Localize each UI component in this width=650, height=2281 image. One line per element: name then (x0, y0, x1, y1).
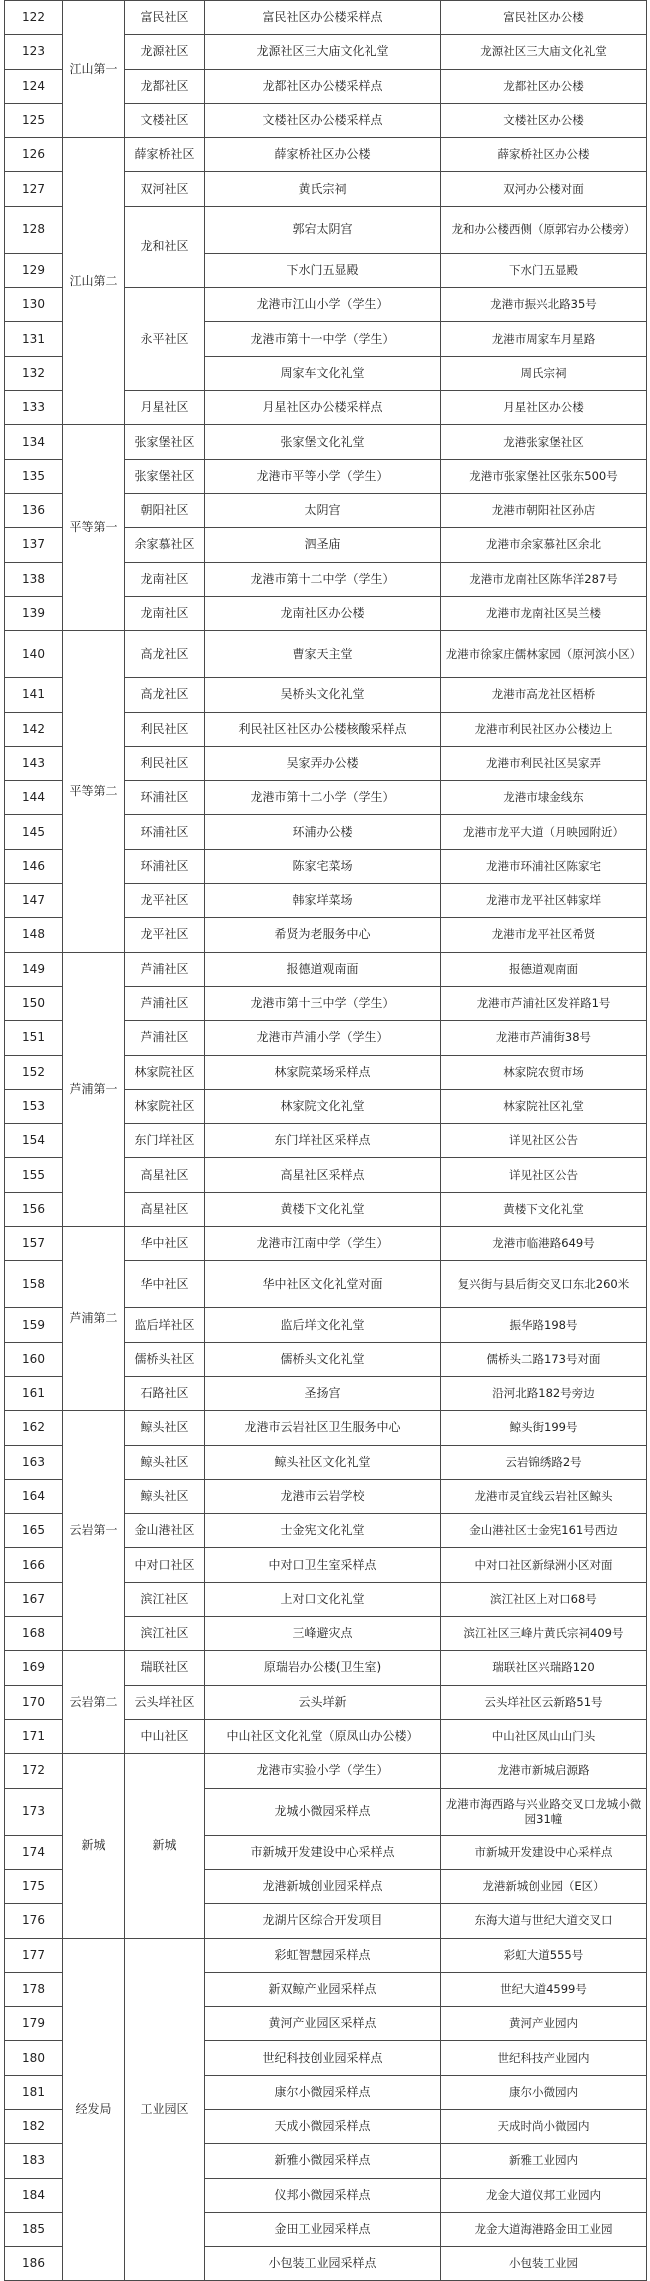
site-address: 详见社区公告 (441, 1124, 647, 1158)
community-name: 环浦社区 (125, 781, 205, 815)
row-number: 123 (5, 35, 63, 69)
community-name: 龙源社区 (125, 35, 205, 69)
community-name: 张家堡社区 (125, 425, 205, 459)
row-number: 178 (5, 1972, 63, 2006)
sampling-site: 林家院菜场采样点 (205, 1055, 441, 1089)
sampling-site: 东门垟社区采样点 (205, 1124, 441, 1158)
sampling-site: 泗圣庙 (205, 528, 441, 562)
row-number: 186 (5, 2247, 63, 2281)
row-number: 165 (5, 1514, 63, 1548)
community-name: 华中社区 (125, 1226, 205, 1260)
row-number: 158 (5, 1261, 63, 1308)
community-name: 双河社区 (125, 172, 205, 206)
sampling-site: 市新城开发建设中心采样点 (205, 1835, 441, 1869)
site-address: 龙港市龙平大道（月映园附近） (441, 815, 647, 849)
site-address: 复兴街与县后街交叉口东北260米 (441, 1261, 647, 1308)
site-address: 龙港新城创业园（E区） (441, 1869, 647, 1903)
community-name: 龙和社区 (125, 206, 205, 287)
community-name: 滨江社区 (125, 1617, 205, 1651)
community-name: 高星社区 (125, 1192, 205, 1226)
site-address: 天成时尚小微园内 (441, 2110, 647, 2144)
site-address: 世纪大道4599号 (441, 1972, 647, 2006)
community-name: 芦浦社区 (125, 952, 205, 986)
community-name: 高星社区 (125, 1158, 205, 1192)
site-address: 小包装工业园 (441, 2247, 647, 2281)
area-name: 经发局 (63, 1938, 125, 2281)
row-number: 135 (5, 459, 63, 493)
site-address: 龙金大道海港路金田工业园 (441, 2212, 647, 2246)
sampling-site: 圣扬宫 (205, 1376, 441, 1410)
community-name: 鲸头社区 (125, 1411, 205, 1445)
site-address: 龙港市龙平社区希贤 (441, 918, 647, 952)
site-address: 中对口社区新绿洲小区对面 (441, 1548, 647, 1582)
site-address: 龙港市余家慕社区余北 (441, 528, 647, 562)
site-address: 沿河北路182号旁边 (441, 1376, 647, 1410)
site-address: 林家院社区礼堂 (441, 1089, 647, 1123)
area-name: 平等第二 (63, 631, 125, 952)
row-number: 173 (5, 1788, 63, 1835)
community-name: 永平社区 (125, 288, 205, 391)
sampling-site: 仪邦小微园采样点 (205, 2178, 441, 2212)
community-name: 中山社区 (125, 1719, 205, 1753)
community-name: 芦浦社区 (125, 986, 205, 1020)
sampling-site: 报德道观南面 (205, 952, 441, 986)
row-number: 175 (5, 1869, 63, 1903)
site-address: 薛家桥社区办公楼 (441, 138, 647, 172)
site-address: 金山港社区士金宪161号西边 (441, 1514, 647, 1548)
sampling-site: 中山社区文化礼堂（原凤山办公楼） (205, 1719, 441, 1753)
row-number: 169 (5, 1651, 63, 1685)
row-number: 159 (5, 1308, 63, 1342)
row-number: 141 (5, 678, 63, 712)
sampling-site: 鲸头社区文化礼堂 (205, 1445, 441, 1479)
row-number: 122 (5, 1, 63, 35)
community-name: 利民社区 (125, 712, 205, 746)
row-number: 147 (5, 884, 63, 918)
table-row (5, 952, 647, 986)
site-address: 龙港市龙南社区吴兰楼 (441, 596, 647, 630)
sampling-site: 希贤为老服务中心 (205, 918, 441, 952)
sampling-site: 龙港市江南中学（学生） (205, 1226, 441, 1260)
sampling-site: 龙南社区办公楼 (205, 596, 441, 630)
site-address: 儒桥头二路173号对面 (441, 1342, 647, 1376)
sampling-site: 周家车文化礼堂 (205, 356, 441, 390)
sampling-site: 世纪科技创业园采样点 (205, 2041, 441, 2075)
row-number: 127 (5, 172, 63, 206)
sampling-site: 曹家天主堂 (205, 631, 441, 678)
row-number: 144 (5, 781, 63, 815)
table-body (5, 1, 647, 2281)
community-name: 工业园区 (125, 1938, 205, 2281)
community-name: 龙南社区 (125, 562, 205, 596)
sampling-site: 原瑞岩办公楼(卫生室) (205, 1651, 441, 1685)
community-name: 石路社区 (125, 1376, 205, 1410)
row-number: 176 (5, 1904, 63, 1938)
row-number: 124 (5, 69, 63, 103)
row-number: 142 (5, 712, 63, 746)
community-name: 华中社区 (125, 1261, 205, 1308)
site-address: 龙港市朝阳社区孙店 (441, 493, 647, 527)
row-number: 137 (5, 528, 63, 562)
row-number: 172 (5, 1754, 63, 1788)
area-name: 江山第二 (63, 138, 125, 425)
area-name: 新城 (63, 1754, 125, 1938)
sampling-site: 云头垟新 (205, 1685, 441, 1719)
community-name: 龙平社区 (125, 884, 205, 918)
sampling-site: 士金宪文化礼堂 (205, 1514, 441, 1548)
row-number: 170 (5, 1685, 63, 1719)
community-name: 新城 (125, 1754, 205, 1938)
row-number: 145 (5, 815, 63, 849)
site-address: 龙港张家堡社区 (441, 425, 647, 459)
sampling-site: 吴桥头文化礼堂 (205, 678, 441, 712)
sampling-site: 太阴宫 (205, 493, 441, 527)
site-address: 双河办公楼对面 (441, 172, 647, 206)
sampling-site: 黄楼下文化礼堂 (205, 1192, 441, 1226)
sampling-site: 张家堡文化礼堂 (205, 425, 441, 459)
community-name: 鲸头社区 (125, 1445, 205, 1479)
site-address: 龙港市海西路与兴业路交叉口龙城小微园31幢 (441, 1788, 647, 1835)
sampling-site: 薛家桥社区办公楼 (205, 138, 441, 172)
row-number: 163 (5, 1445, 63, 1479)
sampling-site: 监后垟文化礼堂 (205, 1308, 441, 1342)
sampling-site: 吴家弄办公楼 (205, 746, 441, 780)
sampling-site: 龙港市第十一中学（学生） (205, 322, 441, 356)
row-number: 157 (5, 1226, 63, 1260)
sampling-site: 天成小微园采样点 (205, 2110, 441, 2144)
row-number: 184 (5, 2178, 63, 2212)
row-number: 177 (5, 1938, 63, 1972)
sampling-site: 龙港市第十二中学（学生） (205, 562, 441, 596)
community-name: 龙南社区 (125, 596, 205, 630)
area-name: 芦浦第二 (63, 1226, 125, 1410)
community-name: 云头垟社区 (125, 1685, 205, 1719)
sampling-site: 龙都社区办公楼采样点 (205, 69, 441, 103)
site-address: 龙港市周家车月星路 (441, 322, 647, 356)
row-number: 164 (5, 1479, 63, 1513)
community-name: 余家慕社区 (125, 528, 205, 562)
sampling-site: 龙城小微园采样点 (205, 1788, 441, 1835)
row-number: 131 (5, 322, 63, 356)
row-number: 156 (5, 1192, 63, 1226)
community-name: 鲸头社区 (125, 1479, 205, 1513)
sampling-site: 儒桥头文化礼堂 (205, 1342, 441, 1376)
community-name: 瑞联社区 (125, 1651, 205, 1685)
site-address: 龙港市徐家庄儒林家园（原河滨小区） (441, 631, 647, 678)
area-name: 芦浦第一 (63, 952, 125, 1226)
row-number: 166 (5, 1548, 63, 1582)
sampling-site: 龙港市云岩社区卫生服务中心 (205, 1411, 441, 1445)
table-row (5, 1411, 647, 1445)
sampling-site: 龙港市第十二小学（学生） (205, 781, 441, 815)
sampling-site: 康尔小微园采样点 (205, 2075, 441, 2109)
site-address: 龙港市埭金线东 (441, 781, 647, 815)
community-name: 利民社区 (125, 746, 205, 780)
sampling-site: 利民社区社区办公楼核酸采样点 (205, 712, 441, 746)
row-number: 128 (5, 206, 63, 253)
site-address: 龙港市新城启源路 (441, 1754, 647, 1788)
site-address: 鲸头街199号 (441, 1411, 647, 1445)
row-number: 150 (5, 986, 63, 1020)
sampling-site: 龙港市江山小学（学生） (205, 288, 441, 322)
site-address: 龙港市环浦社区陈家宅 (441, 849, 647, 883)
community-name: 滨江社区 (125, 1582, 205, 1616)
row-number: 168 (5, 1617, 63, 1651)
sampling-site: 下水门五显殿 (205, 253, 441, 287)
sampling-site: 华中社区文化礼堂对面 (205, 1261, 441, 1308)
row-number: 167 (5, 1582, 63, 1616)
row-number: 183 (5, 2144, 63, 2178)
row-number: 174 (5, 1835, 63, 1869)
row-number: 154 (5, 1124, 63, 1158)
table-row (5, 1938, 647, 1972)
row-number: 129 (5, 253, 63, 287)
site-address: 文楼社区办公楼 (441, 103, 647, 137)
site-address: 黄河产业园内 (441, 2007, 647, 2041)
table-row (5, 1754, 647, 1788)
site-address: 详见社区公告 (441, 1158, 647, 1192)
site-address: 月星社区办公楼 (441, 391, 647, 425)
row-number: 125 (5, 103, 63, 137)
site-address: 龙港市龙南社区陈华洋287号 (441, 562, 647, 596)
row-number: 153 (5, 1089, 63, 1123)
site-address: 龙港市灵宜线云岩社区鲸头 (441, 1479, 647, 1513)
site-address: 云头垟社区云新路51号 (441, 1685, 647, 1719)
community-name: 中对口社区 (125, 1548, 205, 1582)
row-number: 139 (5, 596, 63, 630)
community-name: 芦浦社区 (125, 1021, 205, 1055)
sampling-site: 龙港市平等小学（学生） (205, 459, 441, 493)
table-row (5, 1651, 647, 1685)
community-name: 监后垟社区 (125, 1308, 205, 1342)
table-row (5, 1, 647, 35)
row-number: 130 (5, 288, 63, 322)
row-number: 133 (5, 391, 63, 425)
sampling-site-table (4, 0, 646, 2280)
row-number: 140 (5, 631, 63, 678)
site-address: 龙源社区三大庙文化礼堂 (441, 35, 647, 69)
row-number: 179 (5, 2007, 63, 2041)
community-name: 环浦社区 (125, 849, 205, 883)
sampling-site: 富民社区办公楼采样点 (205, 1, 441, 35)
sampling-site: 龙港新城创业园采样点 (205, 1869, 441, 1903)
row-number: 181 (5, 2075, 63, 2109)
row-number: 162 (5, 1411, 63, 1445)
sampling-site: 陈家宅菜场 (205, 849, 441, 883)
site-address: 龙港市芦浦社区发祥路1号 (441, 986, 647, 1020)
row-number: 149 (5, 952, 63, 986)
row-number: 152 (5, 1055, 63, 1089)
sampling-site: 中对口卫生室采样点 (205, 1548, 441, 1582)
sampling-site: 黄河产业园区采样点 (205, 2007, 441, 2041)
site-address: 龙都社区办公楼 (441, 69, 647, 103)
site-address: 龙港市龙平社区韩家垟 (441, 884, 647, 918)
site-address: 龙港市利民社区吴家弄 (441, 746, 647, 780)
area-name: 云岩第一 (63, 1411, 125, 1651)
community-name: 环浦社区 (125, 815, 205, 849)
community-name: 朝阳社区 (125, 493, 205, 527)
site-address: 龙港市振兴北路35号 (441, 288, 647, 322)
row-number: 151 (5, 1021, 63, 1055)
community-name: 富民社区 (125, 1, 205, 35)
site-address: 彩虹大道555号 (441, 1938, 647, 1972)
row-number: 182 (5, 2110, 63, 2144)
sampling-site: 文楼社区办公楼采样点 (205, 103, 441, 137)
site-address: 康尔小微园内 (441, 2075, 647, 2109)
row-number: 185 (5, 2212, 63, 2246)
community-name: 张家堡社区 (125, 459, 205, 493)
row-number: 171 (5, 1719, 63, 1753)
sampling-site: 三峰避灾点 (205, 1617, 441, 1651)
site-address: 中山社区凤山山门头 (441, 1719, 647, 1753)
sampling-site: 林家院文化礼堂 (205, 1089, 441, 1123)
sampling-site: 龙港市实验小学（学生） (205, 1754, 441, 1788)
area-name: 江山第一 (63, 1, 125, 138)
sampling-site: 龙港市第十三中学（学生） (205, 986, 441, 1020)
site-address: 龙和办公楼西侧（原郭宕办公楼旁） (441, 206, 647, 253)
site-address: 龙港市高龙社区梧桥 (441, 678, 647, 712)
site-address: 云岩锦绣路2号 (441, 1445, 647, 1479)
site-address: 周氏宗祠 (441, 356, 647, 390)
site-address: 龙港市利民社区办公楼边上 (441, 712, 647, 746)
area-name: 平等第一 (63, 425, 125, 631)
sampling-site: 龙港市芦浦小学（学生） (205, 1021, 441, 1055)
table-row (5, 1226, 647, 1260)
sampling-site: 彩虹智慧园采样点 (205, 1938, 441, 1972)
row-number: 143 (5, 746, 63, 780)
row-number: 155 (5, 1158, 63, 1192)
site-address: 世纪科技产业园内 (441, 2041, 647, 2075)
site-address: 新雅工业园内 (441, 2144, 647, 2178)
sampling-site: 月星社区办公楼采样点 (205, 391, 441, 425)
site-table (4, 0, 647, 2281)
community-name: 林家院社区 (125, 1055, 205, 1089)
site-address: 龙金大道仪邦工业园内 (441, 2178, 647, 2212)
site-address: 富民社区办公楼 (441, 1, 647, 35)
row-number: 180 (5, 2041, 63, 2075)
site-address: 滨江社区上对口68号 (441, 1582, 647, 1616)
row-number: 146 (5, 849, 63, 883)
table-row (5, 631, 647, 678)
site-address: 林家院农贸市场 (441, 1055, 647, 1089)
row-number: 138 (5, 562, 63, 596)
row-number: 148 (5, 918, 63, 952)
sampling-site: 新双鲸产业园采样点 (205, 1972, 441, 2006)
community-name: 薛家桥社区 (125, 138, 205, 172)
sampling-site: 小包装工业园采样点 (205, 2247, 441, 2281)
community-name: 文楼社区 (125, 103, 205, 137)
row-number: 161 (5, 1376, 63, 1410)
site-address: 龙港市芦浦街38号 (441, 1021, 647, 1055)
row-number: 134 (5, 425, 63, 459)
community-name: 龙都社区 (125, 69, 205, 103)
sampling-site: 环浦办公楼 (205, 815, 441, 849)
community-name: 金山港社区 (125, 1514, 205, 1548)
row-number: 160 (5, 1342, 63, 1376)
site-address: 龙港市张家堡社区张东500号 (441, 459, 647, 493)
table-row (5, 425, 647, 459)
community-name: 儒桥头社区 (125, 1342, 205, 1376)
community-name: 高龙社区 (125, 678, 205, 712)
sampling-site: 龙湖片区综合开发项目 (205, 1904, 441, 1938)
site-address: 瑞联社区兴瑞路120 (441, 1651, 647, 1685)
sampling-site: 龙港市云岩学校 (205, 1479, 441, 1513)
site-address: 振华路198号 (441, 1308, 647, 1342)
sampling-site: 龙源社区三大庙文化礼堂 (205, 35, 441, 69)
sampling-site: 郭宕太阴宫 (205, 206, 441, 253)
sampling-site: 韩家垟菜场 (205, 884, 441, 918)
community-name: 月星社区 (125, 391, 205, 425)
site-address: 滨江社区三峰片黄氏宗祠409号 (441, 1617, 647, 1651)
site-address: 东海大道与世纪大道交叉口 (441, 1904, 647, 1938)
sampling-site: 金田工业园采样点 (205, 2212, 441, 2246)
site-address: 下水门五显殿 (441, 253, 647, 287)
table-row (5, 138, 647, 172)
sampling-site: 新雅小微园采样点 (205, 2144, 441, 2178)
sampling-site: 高星社区采样点 (205, 1158, 441, 1192)
sampling-site: 黄氏宗祠 (205, 172, 441, 206)
row-number: 136 (5, 493, 63, 527)
site-address: 报德道观南面 (441, 952, 647, 986)
site-address: 龙港市临港路649号 (441, 1226, 647, 1260)
community-name: 高龙社区 (125, 631, 205, 678)
sampling-site: 上对口文化礼堂 (205, 1582, 441, 1616)
community-name: 龙平社区 (125, 918, 205, 952)
row-number: 132 (5, 356, 63, 390)
site-address: 市新城开发建设中心采样点 (441, 1835, 647, 1869)
site-address: 黄楼下文化礼堂 (441, 1192, 647, 1226)
community-name: 东门垟社区 (125, 1124, 205, 1158)
row-number: 126 (5, 138, 63, 172)
community-name: 林家院社区 (125, 1089, 205, 1123)
area-name: 云岩第二 (63, 1651, 125, 1754)
